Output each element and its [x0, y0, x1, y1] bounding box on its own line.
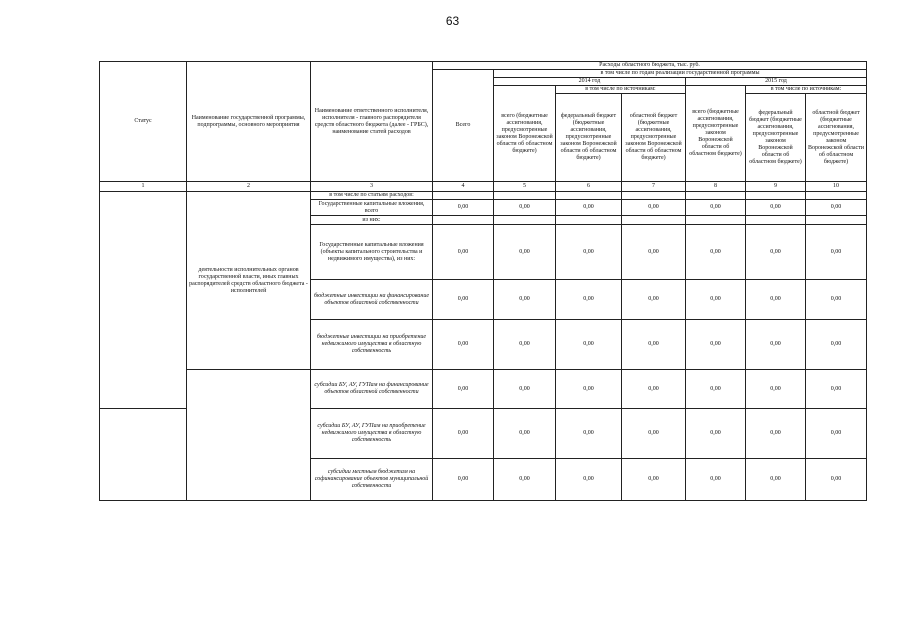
column-numbers-row [100, 182, 867, 192]
header-program-name: Наименование государственной программы, подпрограммы, основного мероприятия [187, 62, 311, 182]
value-cell: 0,00 [556, 459, 622, 501]
value-cell: 0,00 [686, 370, 746, 409]
header-col6: федеральный бюджет (бюджетные ассигнования, предусмотренные законом Воронежской области об областном бюджете) [556, 94, 622, 182]
status-cell-lower [100, 409, 187, 501]
value-cell: 0,00 [686, 409, 746, 459]
value-cell: 0,00 [494, 459, 556, 501]
header-total: Всего [433, 70, 494, 182]
value-cell: 0,00 [494, 280, 556, 320]
row-label: субсидии местным бюджетам на софинансирование объектов муниципальной собственности [311, 459, 433, 501]
header-year-2015: 2015 год [686, 78, 867, 86]
header-col10: областной бюджет (бюджетные ассигнования, предусмотренные законом Воронежской области об областном бюджете) [806, 94, 867, 182]
value-cell: 0,00 [806, 200, 867, 216]
of-them-label: из них: [311, 216, 433, 225]
value-cell: 0,00 [622, 320, 686, 370]
header-incl-by-years: в том числе по годам реализации государственной программы [494, 70, 867, 78]
value-cell: 0,00 [556, 225, 622, 280]
col-number: 8 [686, 182, 746, 192]
value-cell: 0,00 [622, 280, 686, 320]
value-cell: 0,00 [746, 280, 806, 320]
value-cell: 0,00 [686, 225, 746, 280]
col-number: 6 [556, 182, 622, 192]
value-cell: 0,00 [686, 200, 746, 216]
col-number: 5 [494, 182, 556, 192]
col-number: 7 [622, 182, 686, 192]
value-cell: 0,00 [556, 280, 622, 320]
value-cell: 0,00 [622, 409, 686, 459]
value-cell: 0,00 [494, 320, 556, 370]
budget-table [99, 61, 867, 501]
value-cell: 0,00 [686, 459, 746, 501]
value-cell: 0,00 [622, 370, 686, 409]
value-cell: 0,00 [494, 409, 556, 459]
col-number: 1 [100, 182, 187, 192]
program-name-cell: деятельности исполнительных органов государственной власти, иных главных распорядителей средств областного бюджета - исполнителей [187, 192, 311, 370]
value-cell: 0,00 [556, 370, 622, 409]
value-cell: 0,00 [433, 409, 494, 459]
table-row [100, 370, 867, 409]
value-cell: 0,00 [494, 200, 556, 216]
row-label: субсидии БУ, АУ, ГУПам на приобретение недвижимого имущества в областную собственность [311, 409, 433, 459]
value-cell: 0,00 [806, 225, 867, 280]
value-cell: 0,00 [433, 200, 494, 216]
value-cell: 0,00 [806, 320, 867, 370]
row-label: субсидии БУ, АУ, ГУПам на финансирование объектов областной собственности [311, 370, 433, 409]
header-col7: областной бюджет (бюджетные ассигнования, предусмотренные законом Воронежской области об областном бюджете) [622, 94, 686, 182]
value-cell: 0,00 [746, 320, 806, 370]
col-number: 10 [806, 182, 867, 192]
value-cell: 0,00 [433, 320, 494, 370]
page-number: 63 [445, 14, 460, 28]
col-number: 2 [187, 182, 311, 192]
col-number: 3 [311, 182, 433, 192]
value-cell: 0,00 [746, 225, 806, 280]
header-col5: всего (бюджетные ассигнования, предусмотренные законом Воронежской области об областном бюджете) [494, 86, 556, 182]
value-cell: 0,00 [806, 370, 867, 409]
value-cell: 0,00 [806, 459, 867, 501]
value-cell: 0,00 [622, 225, 686, 280]
value-cell: 0,00 [494, 225, 556, 280]
header-expenses-title: Расходы областного бюджета, тыс. руб. [433, 62, 867, 70]
value-cell: 0,00 [433, 280, 494, 320]
value-cell: 0,00 [686, 320, 746, 370]
row-label: бюджетные инвестиции на приобретение недвижимого имущества в областную собственность [311, 320, 433, 370]
value-cell: 0,00 [494, 370, 556, 409]
value-cell: 0,00 [433, 225, 494, 280]
col-number: 4 [433, 182, 494, 192]
value-cell: 0,00 [556, 200, 622, 216]
value-cell: 0,00 [433, 370, 494, 409]
row-label: Государственные капитальные вложения (объекты капитального строительства и недвижимого имущества), из них: [311, 225, 433, 280]
row-label: бюджетные инвестиции на финансирование объектов областной собственности [311, 280, 433, 320]
value-cell: 0,00 [686, 280, 746, 320]
value-cell: 0,00 [556, 409, 622, 459]
value-cell: 0,00 [433, 459, 494, 501]
value-cell: 0,00 [806, 280, 867, 320]
header-executor: Наименование ответственного исполнителя, исполнителя - главного распорядителя средств областного бюджета (далее - ГРБС), наименование статей расходов [311, 62, 433, 182]
header-col9: федеральный бюджет (бюджетные ассигнования, предусмотренные законом Воронежской области об областном бюджете) [746, 94, 806, 182]
header-status: Статус [100, 62, 187, 182]
program-name-cell-lower [187, 370, 311, 501]
header-col8: всего (бюджетные ассигнования, предусмотренные законом Воронежской области об областном бюджете) [686, 86, 746, 182]
value-cell: 0,00 [746, 200, 806, 216]
value-cell: 0,00 [746, 459, 806, 501]
value-cell: 0,00 [556, 320, 622, 370]
header-year-2014: 2014 год [494, 78, 686, 86]
header-incl-sources-2014: в том числе по источникам: [556, 86, 686, 94]
value-cell: 0,00 [746, 370, 806, 409]
header-incl-sources-2015: в том числе по источникам: [746, 86, 867, 94]
row-label: Государственные капитальные вложения, всего [311, 200, 433, 216]
value-cell: 0,00 [622, 459, 686, 501]
incl-articles-label: в том числе по статьям расходов: [311, 192, 433, 200]
value-cell: 0,00 [622, 200, 686, 216]
col-number: 9 [746, 182, 806, 192]
value-cell: 0,00 [806, 409, 867, 459]
value-cell: 0,00 [746, 409, 806, 459]
status-cell [100, 192, 187, 409]
